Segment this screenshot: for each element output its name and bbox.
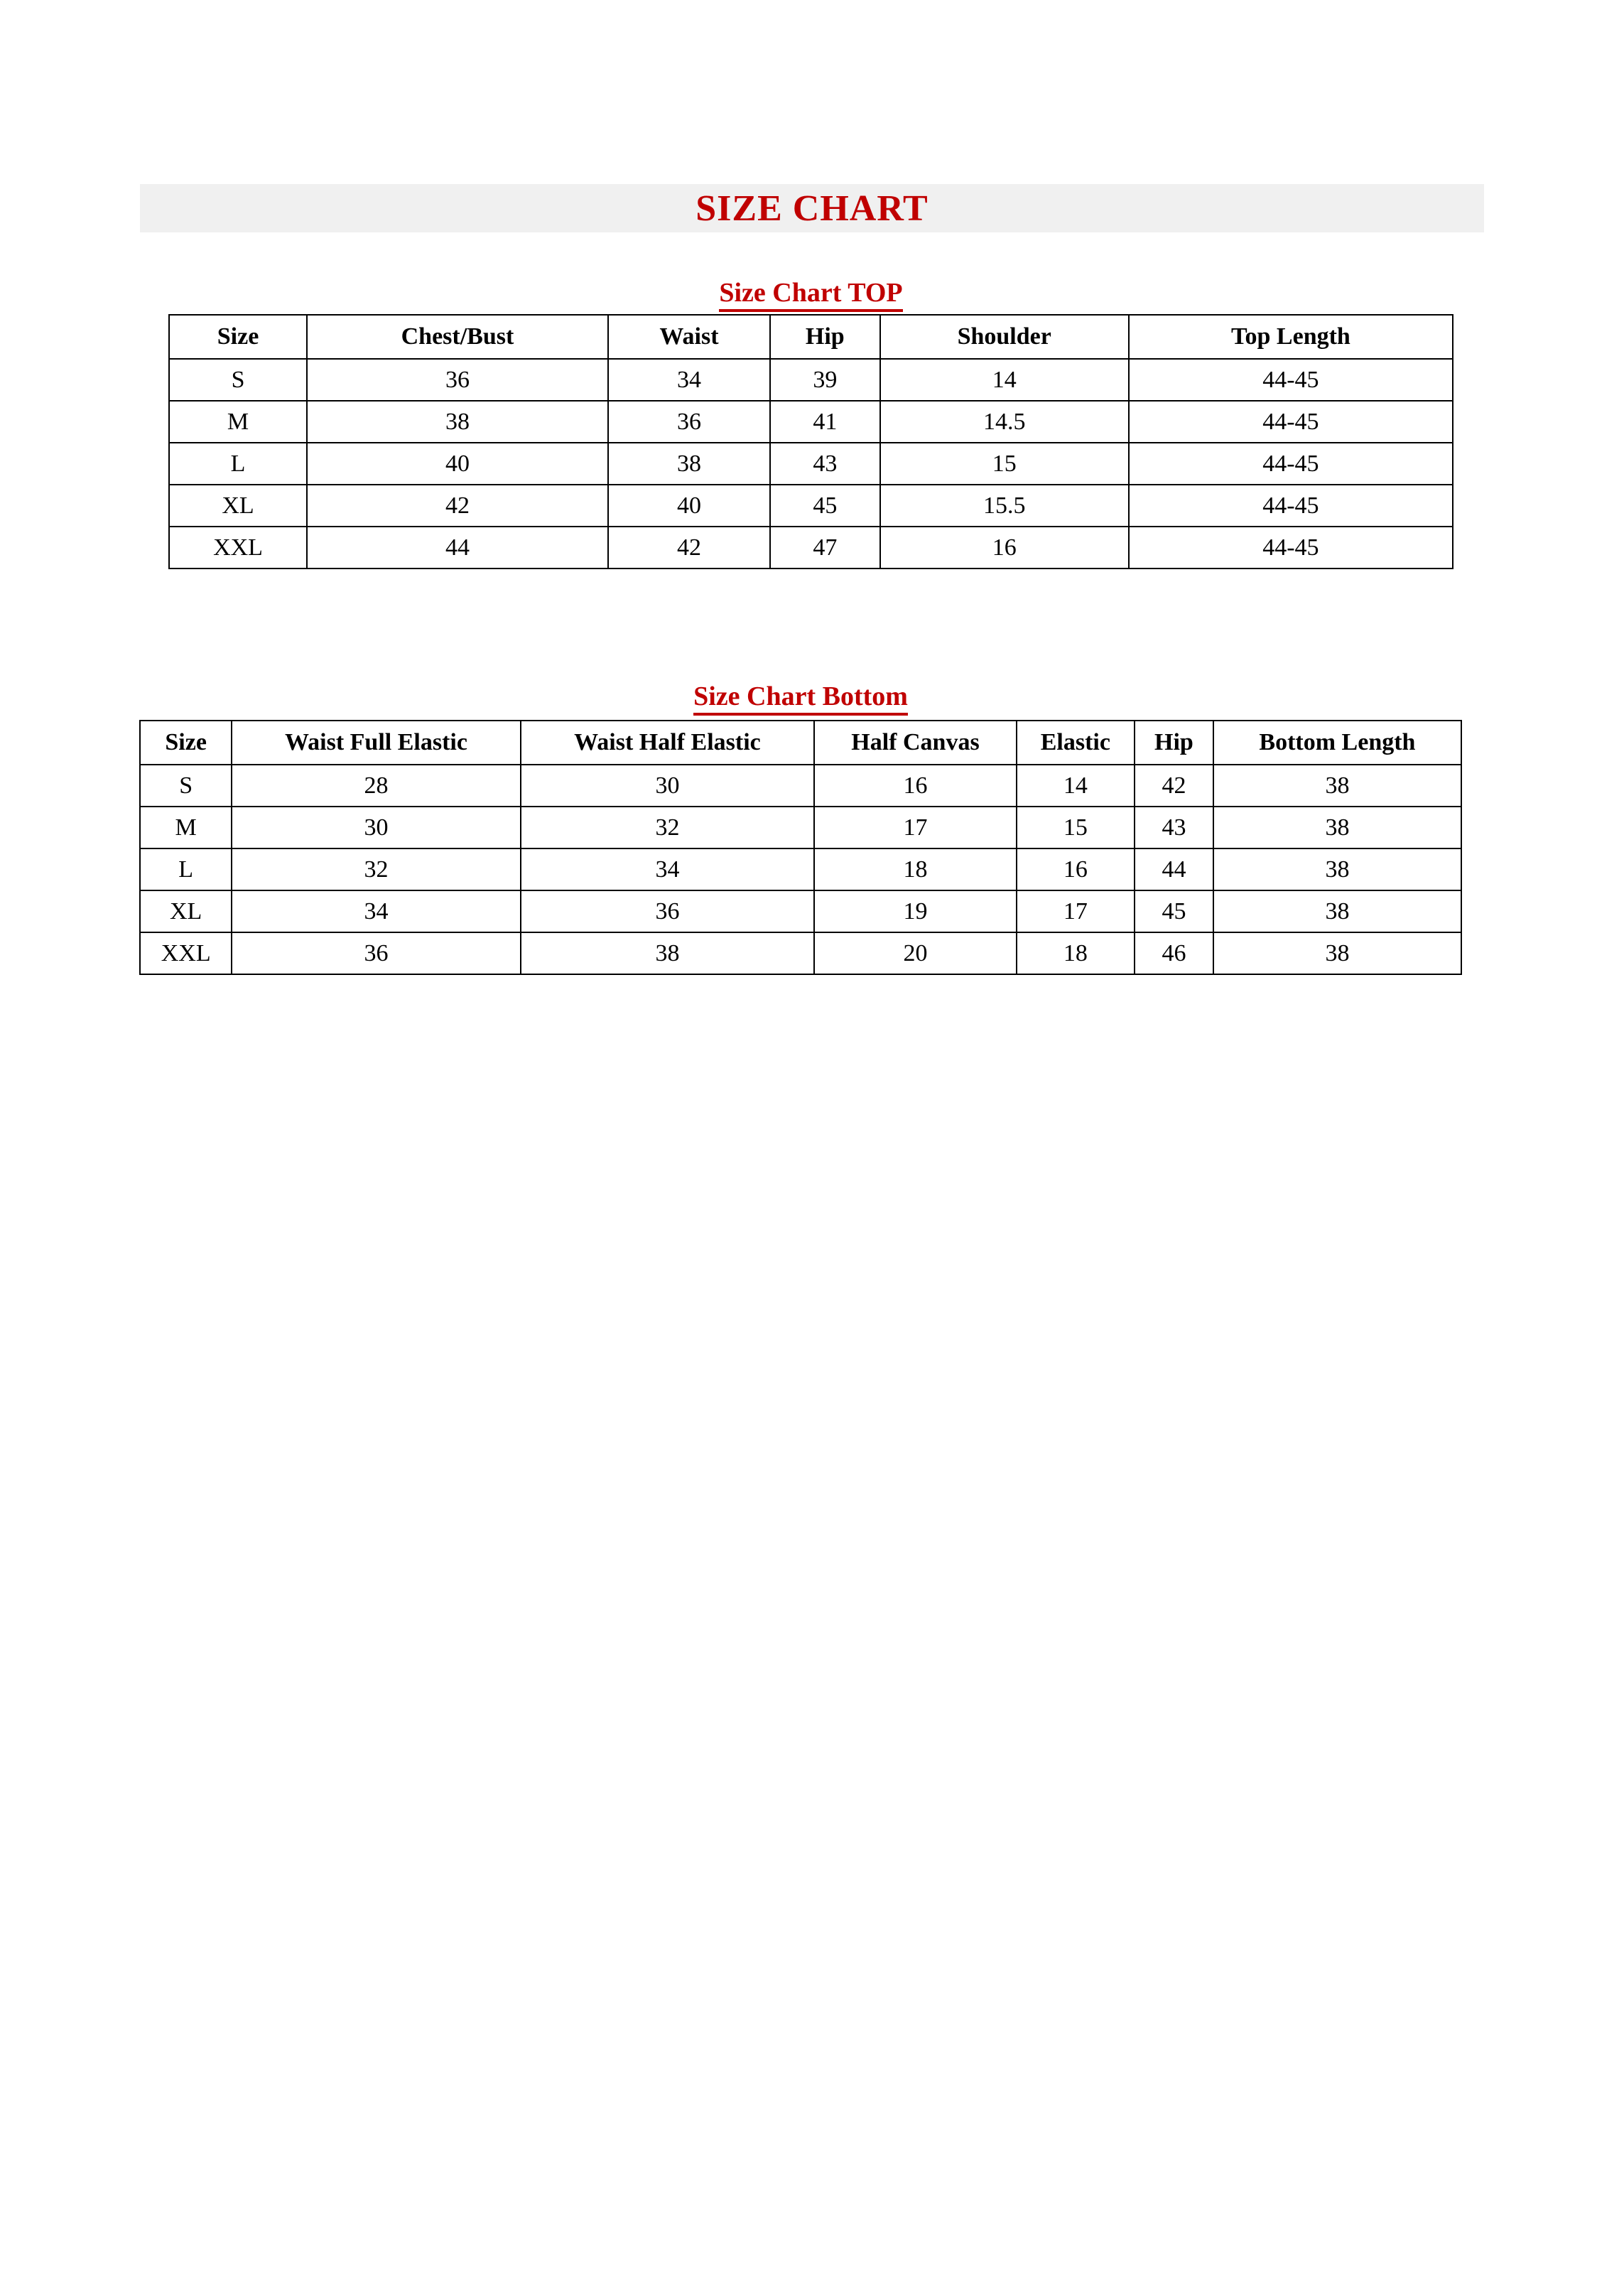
bottom-chart-heading-text: Size Chart Bottom xyxy=(693,681,908,716)
table-row xyxy=(140,765,1461,807)
cell: 14 xyxy=(1017,765,1135,807)
cell: 36 xyxy=(608,401,770,443)
cell: 17 xyxy=(814,807,1016,848)
cell: 16 xyxy=(1017,848,1135,890)
cell: 34 xyxy=(608,359,770,401)
cell: 18 xyxy=(814,848,1016,890)
cell: L xyxy=(169,443,307,485)
cell: 36 xyxy=(521,890,815,932)
cell: 45 xyxy=(770,485,880,527)
cell: 14 xyxy=(880,359,1129,401)
column-header: Size xyxy=(140,721,232,765)
cell: 43 xyxy=(1135,807,1213,848)
table-row xyxy=(169,401,1453,443)
cell: 44-45 xyxy=(1129,527,1453,568)
cell: 28 xyxy=(232,765,520,807)
cell: M xyxy=(140,807,232,848)
column-header: Waist xyxy=(608,315,770,359)
column-header: Top Length xyxy=(1129,315,1453,359)
cell: 15 xyxy=(880,443,1129,485)
cell: XL xyxy=(169,485,307,527)
cell: 44 xyxy=(307,527,608,568)
column-header: Shoulder xyxy=(880,315,1129,359)
table-row xyxy=(140,932,1461,974)
column-header: Size xyxy=(169,315,307,359)
column-header: Bottom Length xyxy=(1213,721,1461,765)
bottom-size-table xyxy=(139,720,1462,975)
cell: 36 xyxy=(232,932,520,974)
table-row xyxy=(140,890,1461,932)
cell: 44-45 xyxy=(1129,443,1453,485)
cell: 38 xyxy=(1213,890,1461,932)
cell: 42 xyxy=(307,485,608,527)
table-row xyxy=(169,527,1453,568)
cell: 34 xyxy=(232,890,520,932)
cell: 15.5 xyxy=(880,485,1129,527)
cell: 43 xyxy=(770,443,880,485)
table-row xyxy=(169,443,1453,485)
table-row xyxy=(140,848,1461,890)
cell: 14.5 xyxy=(880,401,1129,443)
cell: 47 xyxy=(770,527,880,568)
column-header: Waist Full Elastic xyxy=(232,721,520,765)
top-chart-heading xyxy=(168,279,1454,308)
cell: 38 xyxy=(608,443,770,485)
cell: 40 xyxy=(307,443,608,485)
cell: 38 xyxy=(1213,932,1461,974)
column-header: Half Canvas xyxy=(814,721,1016,765)
column-header: Waist Half Elastic xyxy=(521,721,815,765)
cell: 38 xyxy=(307,401,608,443)
cell: 19 xyxy=(814,890,1016,932)
cell: S xyxy=(140,765,232,807)
cell: 44-45 xyxy=(1129,485,1453,527)
cell: S xyxy=(169,359,307,401)
cell: 41 xyxy=(770,401,880,443)
table-row xyxy=(169,485,1453,527)
table-row xyxy=(140,807,1461,848)
cell: 44-45 xyxy=(1129,359,1453,401)
header-row xyxy=(169,315,1453,359)
column-header: Hip xyxy=(770,315,880,359)
cell: 45 xyxy=(1135,890,1213,932)
cell: 36 xyxy=(307,359,608,401)
column-header: Elastic xyxy=(1017,721,1135,765)
cell: 38 xyxy=(1213,765,1461,807)
cell: M xyxy=(169,401,307,443)
cell: 42 xyxy=(1135,765,1213,807)
cell: L xyxy=(140,848,232,890)
title-bar xyxy=(140,184,1484,232)
cell: 44 xyxy=(1135,848,1213,890)
cell: 42 xyxy=(608,527,770,568)
cell: XXL xyxy=(140,932,232,974)
page-title: SIZE CHART xyxy=(695,188,929,229)
cell: 20 xyxy=(814,932,1016,974)
top-chart-heading-text: Size Chart TOP xyxy=(719,278,902,312)
column-header: Hip xyxy=(1135,721,1213,765)
top-size-table xyxy=(168,314,1454,569)
cell: 46 xyxy=(1135,932,1213,974)
cell: 17 xyxy=(1017,890,1135,932)
cell: 38 xyxy=(521,932,815,974)
cell: 32 xyxy=(521,807,815,848)
cell: 15 xyxy=(1017,807,1135,848)
header-row xyxy=(140,721,1461,765)
cell: 34 xyxy=(521,848,815,890)
cell: 38 xyxy=(1213,807,1461,848)
cell: 39 xyxy=(770,359,880,401)
column-header: Chest/Bust xyxy=(307,315,608,359)
table-row xyxy=(169,359,1453,401)
cell: 30 xyxy=(521,765,815,807)
bottom-chart-heading xyxy=(139,682,1462,712)
cell: 18 xyxy=(1017,932,1135,974)
cell: XXL xyxy=(169,527,307,568)
cell: 32 xyxy=(232,848,520,890)
cell: 30 xyxy=(232,807,520,848)
cell: XL xyxy=(140,890,232,932)
cell: 38 xyxy=(1213,848,1461,890)
cell: 40 xyxy=(608,485,770,527)
cell: 44-45 xyxy=(1129,401,1453,443)
cell: 16 xyxy=(880,527,1129,568)
cell: 16 xyxy=(814,765,1016,807)
